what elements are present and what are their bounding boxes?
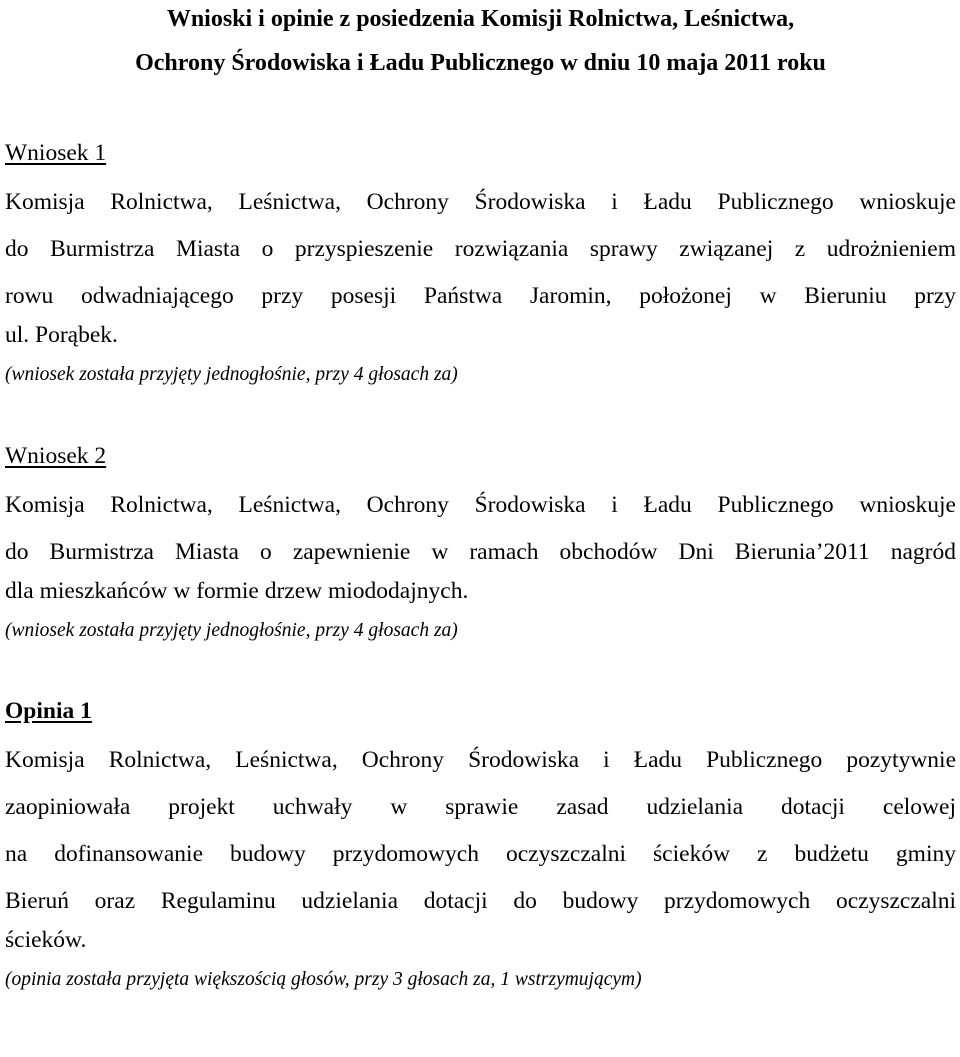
vote-note: (wniosek została przyjęty jednogłośnie, przy 4 głosach za) <box>5 364 458 385</box>
body-line: do Burmistrza Miasta o zapewnienie w ramach obchodów Dni Bierunia’2011 nagród <box>5 539 956 565</box>
section-body <box>5 482 956 606</box>
section-heading: Opinia 1 <box>5 698 92 724</box>
body-line: Bieruń oraz Regulaminu udzielania dotacji do budowy przydomowych oczyszczalni <box>5 888 956 914</box>
title-line-2: Ochrony Środowiska i Ładu Publicznego w dniu 10 maja 2011 roku <box>135 50 826 76</box>
section-wniosek-2 <box>5 441 956 643</box>
section-body <box>5 179 956 350</box>
body-line: na dofinansowanie budowy przydomowych oczyszczalni ścieków z budżetu gminy <box>5 841 956 867</box>
body-line: rowu odwadniającego przy posesji Państwa Jaromin, położonej w Bieruniu przy <box>5 283 956 309</box>
document-title <box>5 0 956 85</box>
section-opinia-1 <box>5 696 956 992</box>
section-wniosek-1 <box>5 138 956 387</box>
section-heading: Wniosek 2 <box>5 443 107 469</box>
section-body <box>5 737 956 955</box>
body-line: do Burmistrza Miasta o przyspieszenie rozwiązania sprawy związanej z udrożnieniem <box>5 236 956 262</box>
vote-note: (opinia została przyjęta większością głosów, przy 3 głosach za, 1 wstrzymującym) <box>5 969 642 990</box>
title-line-1: Wnioski i opinie z posiedzenia Komisji Rolnictwa, Leśnictwa, <box>166 6 795 32</box>
body-line: Komisja Rolnictwa, Leśnictwa, Ochrony Środowiska i Ładu Publicznego wnioskuje <box>5 492 956 518</box>
body-line: ul. Porąbek. <box>5 322 118 348</box>
vote-note: (wniosek została przyjęty jednogłośnie, przy 4 głosach za) <box>5 620 458 641</box>
body-line: dla mieszkańców w formie drzew miododajnych. <box>5 578 469 604</box>
body-line: Komisja Rolnictwa, Leśnictwa, Ochrony Środowiska i Ładu Publicznego wnioskuje <box>5 189 956 215</box>
body-line: ścieków. <box>5 927 87 953</box>
body-line: zaopiniowała projekt uchwały w sprawie zasad udzielania dotacji celowej <box>5 794 956 820</box>
body-line: Komisja Rolnictwa, Leśnictwa, Ochrony Środowiska i Ładu Publicznego pozytywnie <box>5 747 956 773</box>
section-heading: Wniosek 1 <box>5 140 107 166</box>
